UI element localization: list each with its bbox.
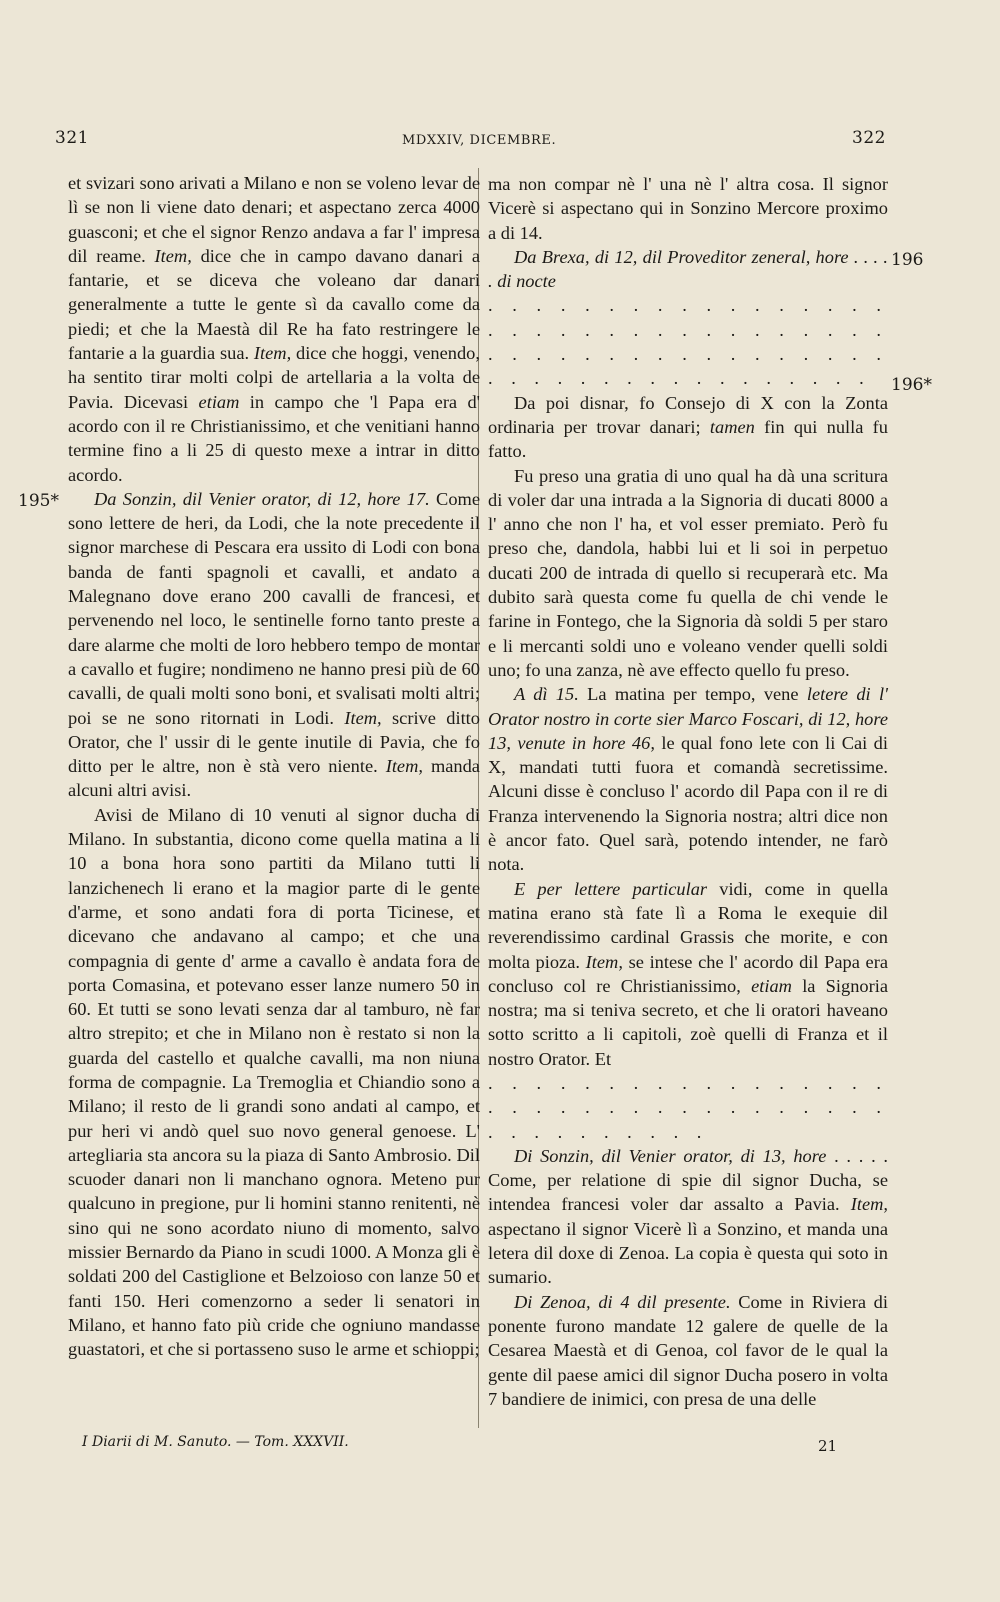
- paragraph: et svizari sono arivati a Milano e non se voleno levar de lì se non li viene dato denari; et aspectano zerca 4000 guasconi; et che el signor Renzo andava a far l' impresa dil reame. Item, dice che in campo davano danari a fantarie, et se diceva che voleano dar danari generalmente a tutte le gente sì da cavallo come da piedi; et che la Maestà dil Re ha fato restringere le fantarie a la guardia sua. Item, dice che hoggi, venendo, ha sentito tirar molti colpi de artellaria a la volta de Pavia. Dicevasi etiam in campo che 'l Papa era d' acordo con il re Christianissimo, et che venitiani hanno termine fino a li 25 di questo mexe a intrar in ditto acordo.: [68, 173, 480, 485]
- ellipsis-lines: . . . . . . . . . . . . . . . . . . . . . . . . . . . . . . . . . . . . . . . . . . . . . . . . . . . . . . . . . . . . . . . . . . . .: [488, 295, 888, 389]
- ellipsis-lines: . . . . . . . . . . . . . . . . . . . . . . . . . . . . . . . . . . . . . . . . . . . .: [488, 1072, 888, 1142]
- paragraph: Di Zenoa, di 4 dil presente. Come in Riviera di ponente furono mandate 12 galere de quelle de la Cesarea Maestà et di Genoa, col favor de le qual la gente dil paese amici dil signor Ducha posero in volta 7 bandiere de inimici, con presa de una delle: [488, 1291, 888, 1409]
- paragraph: Da Sonzin, dil Venier orator, di 12, hore 17. Come sono lettere de heri, da Lodi, che la note precedente il signor marchese di Pescara era ussito di Lodi con bona banda de fanti spagnoli et cavalli, et andato a Malegnano dove erano 200 cavalli de francesi, et pervenendo nel loco, le sentinelle forno tanto preste a dare alarme che molti de loro hebbero tempo de montar a cavallo et fugire; nondimeno ne hanno presi più de 60 cavalli, de quali molti sono boni, et svalisati molti altri; poi se ne sono ritornati in Lodi. Item, scrive ditto Orator, che l' ussir di le gente inutile di Pavia, che fo ditto per le altre, non è stà vero niente. Item, manda alcuni altri avisi.: [68, 488, 480, 801]
- page-number-right: 322: [852, 128, 886, 148]
- margin-note-195: 195*: [18, 491, 59, 511]
- right-column: [488, 172, 888, 1411]
- paragraph: Da Brexa, di 12, dil Proveditor zeneral, hore . . . . . di nocte: [488, 246, 888, 292]
- signature-mark: 21: [818, 1437, 838, 1455]
- left-column: [68, 171, 480, 1362]
- paragraph: Fu preso una gratia di uno qual ha dà una scritura di voler dar una intrada a la Signoria di ducati 8000 a l' anno che non l' ha, et vol esser premiato. Però fu preso che, dandola, habbi lui et li soi in perpetuo ducati 200 de intrada di quello si recuperarà etc. Ma dubito sarà questa come fu quella de chi vende le farine in Fontego, che la Signoria dà soldi 5 per staro e li mercanti soldi uno e voleano vender quelli soldi uno; fo una zanza, nè ave effecto quello fu preso.: [488, 465, 888, 680]
- page-number-left: 321: [55, 128, 89, 148]
- paragraph: A dì 15. La matina per tempo, vene letere di l' Orator nostro in corte sier Marco Foscari, di 12, hore 13, venute in hore 46, le qual fono lete con li Cai di X, mandati tutti fuora et comandà secretissime. Alcuni disse è concluso l' acordo dil Papa con il re di Franza intervenendo la Signoria nostra; altri dice non è ancor fato. Quel sarà, potendo intender, ne farò nota.: [488, 684, 888, 875]
- paragraph: E per lettere particular vidi, come in quella matina erano stà fate lì a Roma le exequie dil reverendissimo cardinal Grassis che morite, e con molta pioza. Item, se intese che l' acordo dil Papa era concluso col re Christianissimo, etiam la Signoria nostra; ma si teniva secreto, et che li oratori haveano sotto scritto a li capitoli, zoè quelli di Franza et il nostro Orator. Et: [488, 878, 889, 1069]
- footer-citation: I Diarii di M. Sanuto. — Tom. XXXVII.: [82, 1434, 349, 1450]
- paragraph: Di Sonzin, dil Venier orator, di 13, hore . . . . . Come, per relatione di spie dil signor Ducha, se intendea francesi voler dar assalto a Pavia. Item, aspectano il signor Vicerè lì a Sonzino, et manda una letera dil doxe di Zenoa. La copia è questa qui soto in sumario.: [488, 1145, 888, 1288]
- paragraph: Avisi de Milano di 10 venuti al signor ducha di Milano. In substantia, dicono come quella matina a li 10 a bona hora sono partiti da Milano tutti li lanzichenech li erano et la magior parte di le gente d'arme, et sono andati fora di porta Ticinese, et dicevano che andavano al campo; et che una compagnia di gente d' arme a cavallo è andata fora de porta Comasina, et potevano esser lanze numero 50 in 60. Et tutti se sono levati senza dar al tamburo, nè far altro strepito; et che in Milano non è restato si non la guarda del castello et qualche cavalli, ma non niuna forma de compagnie. La Tremoglia et Chiandio sono a Milano; il resto de li grandi sono andati al campo, et pur heri vi andò quel suo novo general genoese. L' artegliaria sta ancora su la piaza di Santo Ambrosio. Dil scuoder danari non li manchano ognora. Meteno pur qualcuno in pregione, pur li homini stanno renitenti, nè sino qui ne sono acordato niuno di momento, salvo missier Bernardo da Piano in scudi 1000. A Monza gli è soldati 200 del Castiglione et Belzoioso con lanze 50 et fanti 150. Heri comenzorno a seder li senatori in Milano, et hanno fato più cride che ogniuno mandasse guastatori, et che si portasseno suso le arme et schioppi;: [68, 804, 480, 1360]
- paragraph: Da poi disnar, fo Consejo di X con la Zonta ordinaria per trovar danari; tamen fin qui nulla fu fatto.: [488, 392, 888, 462]
- paragraph: ma non compar nè l' una nè l' altra cosa. Il signor Vicerè si aspectano qui in Sonzino Mercore proximo a di 14.: [488, 174, 888, 243]
- running-head: MDXXIV, DICEMBRE.: [402, 133, 557, 148]
- margin-note-196-star: 196*: [891, 375, 932, 395]
- margin-note-196: 196: [891, 250, 924, 270]
